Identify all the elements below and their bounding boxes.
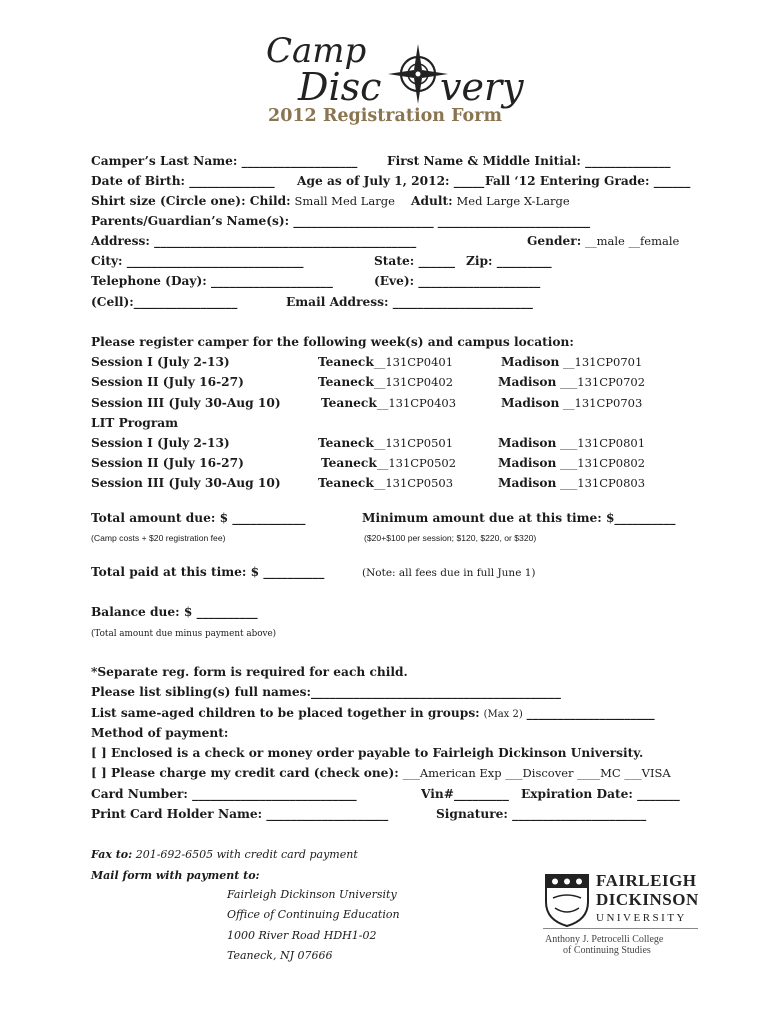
madison-code[interactable]: ___131CP0702 [556, 375, 646, 389]
madison-label: Madison [498, 456, 557, 470]
fdu-logo [543, 870, 705, 964]
card-number-field[interactable]: Card Number: ___________________________ [91, 787, 357, 801]
payment-method-heading: Method of payment: [91, 726, 229, 740]
total-due-field[interactable]: Total amount due: $ ____________ [91, 511, 306, 525]
mail-address-line: 1000 River Road HDH1-02 [227, 929, 377, 942]
fdu-name-line3: UNIVERSITY [596, 912, 687, 924]
madison-label: Madison [501, 396, 560, 410]
age-field[interactable]: Age as of July 1, 2012: _____ [297, 174, 485, 188]
teaneck-label: Teaneck [321, 396, 377, 410]
svg-text:Camp: Camp [266, 31, 367, 71]
madison-label: Madison [501, 355, 560, 369]
siblings-field[interactable]: Please list sibling(s) full names:_________________________________________ [91, 685, 561, 699]
lit-program-heading: LIT Program [91, 416, 179, 430]
gender-label: Gender: [527, 234, 582, 248]
lit-session-name: Session I (July 2-13) [91, 436, 230, 450]
gender-options[interactable]: __male __female [585, 234, 680, 248]
city-field[interactable]: City: _____________________________ [91, 254, 304, 268]
separate-form-note: *Separate reg. form is required for each child. [91, 665, 408, 679]
compass-icon [388, 44, 448, 104]
zip-field[interactable]: Zip: _________ [466, 254, 552, 268]
mail-address-line: Fairleigh Dickinson University [227, 888, 397, 901]
total-due-note: (Camp costs + $20 registration fee) [91, 533, 226, 543]
fdu-college-line2: of Continuing Studies [563, 945, 651, 956]
telephone-day-field[interactable]: Telephone (Day): ____________________ [91, 274, 333, 288]
cell-field[interactable]: (Cell):_________________ [91, 295, 238, 309]
madison-label: Madison [498, 375, 557, 389]
state-field[interactable]: State: ______ [374, 254, 456, 268]
total-paid-field[interactable]: Total paid at this time: $ __________ [91, 565, 325, 579]
lit-session-name: Session III (July 30-Aug 10) [91, 476, 281, 490]
camp-discovery-logo [262, 28, 530, 110]
shirt-child-options[interactable]: Small Med Large [294, 194, 395, 208]
fdu-name-line1: FAIRLEIGH [596, 871, 697, 890]
fdu-college-line1: Anthony J. Petrocelli College [545, 934, 664, 945]
lit-session-name: Session II (July 16-27) [91, 456, 244, 470]
session-name: Session III (July 30-Aug 10) [91, 396, 281, 410]
vin-field[interactable]: Vin#_________ [421, 787, 509, 801]
session-name: Session I (July 2-13) [91, 355, 230, 369]
sessions-intro: Please register camper for the following week(s) and campus location: [91, 335, 574, 349]
madison-code[interactable]: __131CP0703 [559, 396, 643, 410]
address-field[interactable]: Address: ___________________________________________ [91, 234, 417, 248]
email-field[interactable]: Email Address: _______________________ [286, 295, 533, 309]
teaneck-label: Teaneck [318, 355, 374, 369]
teaneck-label: Teaneck [321, 456, 377, 470]
madison-code[interactable]: ___131CP0802 [556, 456, 646, 470]
teaneck-code[interactable]: __131CP0503 [373, 476, 454, 490]
shirt-size-label: Shirt size (Circle one): Child: [91, 194, 291, 208]
teaneck-label: Teaneck [318, 436, 374, 450]
dob-field[interactable]: Date of Birth: ______________ [91, 174, 275, 188]
teaneck-label: Teaneck [318, 476, 374, 490]
mail-label: Mail form with payment to: [91, 869, 260, 882]
fax-label: Fax to: [91, 848, 133, 861]
fees-note: (Note: all fees due in full June 1) [362, 567, 536, 579]
expiration-field[interactable]: Expiration Date: _______ [521, 787, 680, 801]
card-holder-field[interactable]: Print Card Holder Name: ____________________ [91, 807, 389, 821]
balance-note: (Total amount due minus payment above) [91, 629, 277, 639]
fdu-name-line2: DICKINSON [596, 890, 699, 909]
last-name-field[interactable]: Camper’s Last Name: ___________________ [91, 154, 358, 168]
form-title: 2012 Registration Form [268, 106, 502, 126]
balance-due-field[interactable]: Balance due: $ __________ [91, 605, 258, 619]
svg-text:Disc: Disc [298, 65, 382, 109]
minimum-due-field[interactable]: Minimum amount due at this time: $__________ [362, 511, 676, 525]
fdu-crest-icon [543, 872, 591, 928]
signature-field[interactable]: Signature: ______________________ [436, 807, 647, 821]
teaneck-code[interactable]: __131CP0502 [376, 456, 457, 470]
teaneck-code[interactable]: __131CP0402 [373, 375, 454, 389]
mail-address-line: Teaneck, NJ 07666 [227, 949, 333, 962]
teaneck-label: Teaneck [318, 375, 374, 389]
teaneck-code[interactable]: __131CP0401 [373, 355, 454, 369]
check-option[interactable]: [ ] Enclosed is a check or money order payable to Fairleigh Dickinson University. [91, 746, 644, 760]
groups-max-note: (Max 2) [483, 709, 523, 720]
fdu-divider [543, 928, 698, 929]
grade-field[interactable]: Fall ‘12 Entering Grade: ______ [485, 174, 691, 188]
groups-field[interactable]: _____________________ [526, 706, 655, 720]
session-name: Session II (July 16-27) [91, 375, 244, 389]
card-type-options[interactable]: ___American Exp ___Discover ____MC ___VISA [402, 766, 671, 780]
fax-value: 201-692-6505 with credit card payment [135, 848, 358, 861]
madison-label: Madison [498, 476, 557, 490]
madison-code[interactable]: ___131CP0801 [556, 436, 646, 450]
minimum-due-note: ($20+$100 per session; $120, $220, or $320) [364, 533, 537, 543]
svg-text:very: very [440, 65, 524, 109]
teaneck-code[interactable]: __131CP0501 [373, 436, 454, 450]
madison-label: Madison [498, 436, 557, 450]
shirt-adult-options[interactable]: Med Large X-Large [456, 194, 570, 208]
credit-card-option[interactable]: [ ] Please charge my credit card (check one): [91, 766, 399, 780]
shirt-adult-label: Adult: [411, 194, 453, 208]
teaneck-code[interactable]: __131CP0403 [376, 396, 457, 410]
first-name-field[interactable]: First Name & Middle Initial: ______________ [387, 154, 671, 168]
madison-code[interactable]: ___131CP0803 [556, 476, 646, 490]
mail-address-line: Office of Continuing Education [227, 908, 400, 921]
parents-field[interactable]: Parents/Guardian’s Name(s): _______________________ _________________________ [91, 214, 591, 228]
madison-code[interactable]: __131CP0701 [559, 355, 643, 369]
groups-label: List same-aged children to be placed together in groups: [91, 706, 480, 720]
telephone-eve-field[interactable]: (Eve): ____________________ [374, 274, 541, 288]
